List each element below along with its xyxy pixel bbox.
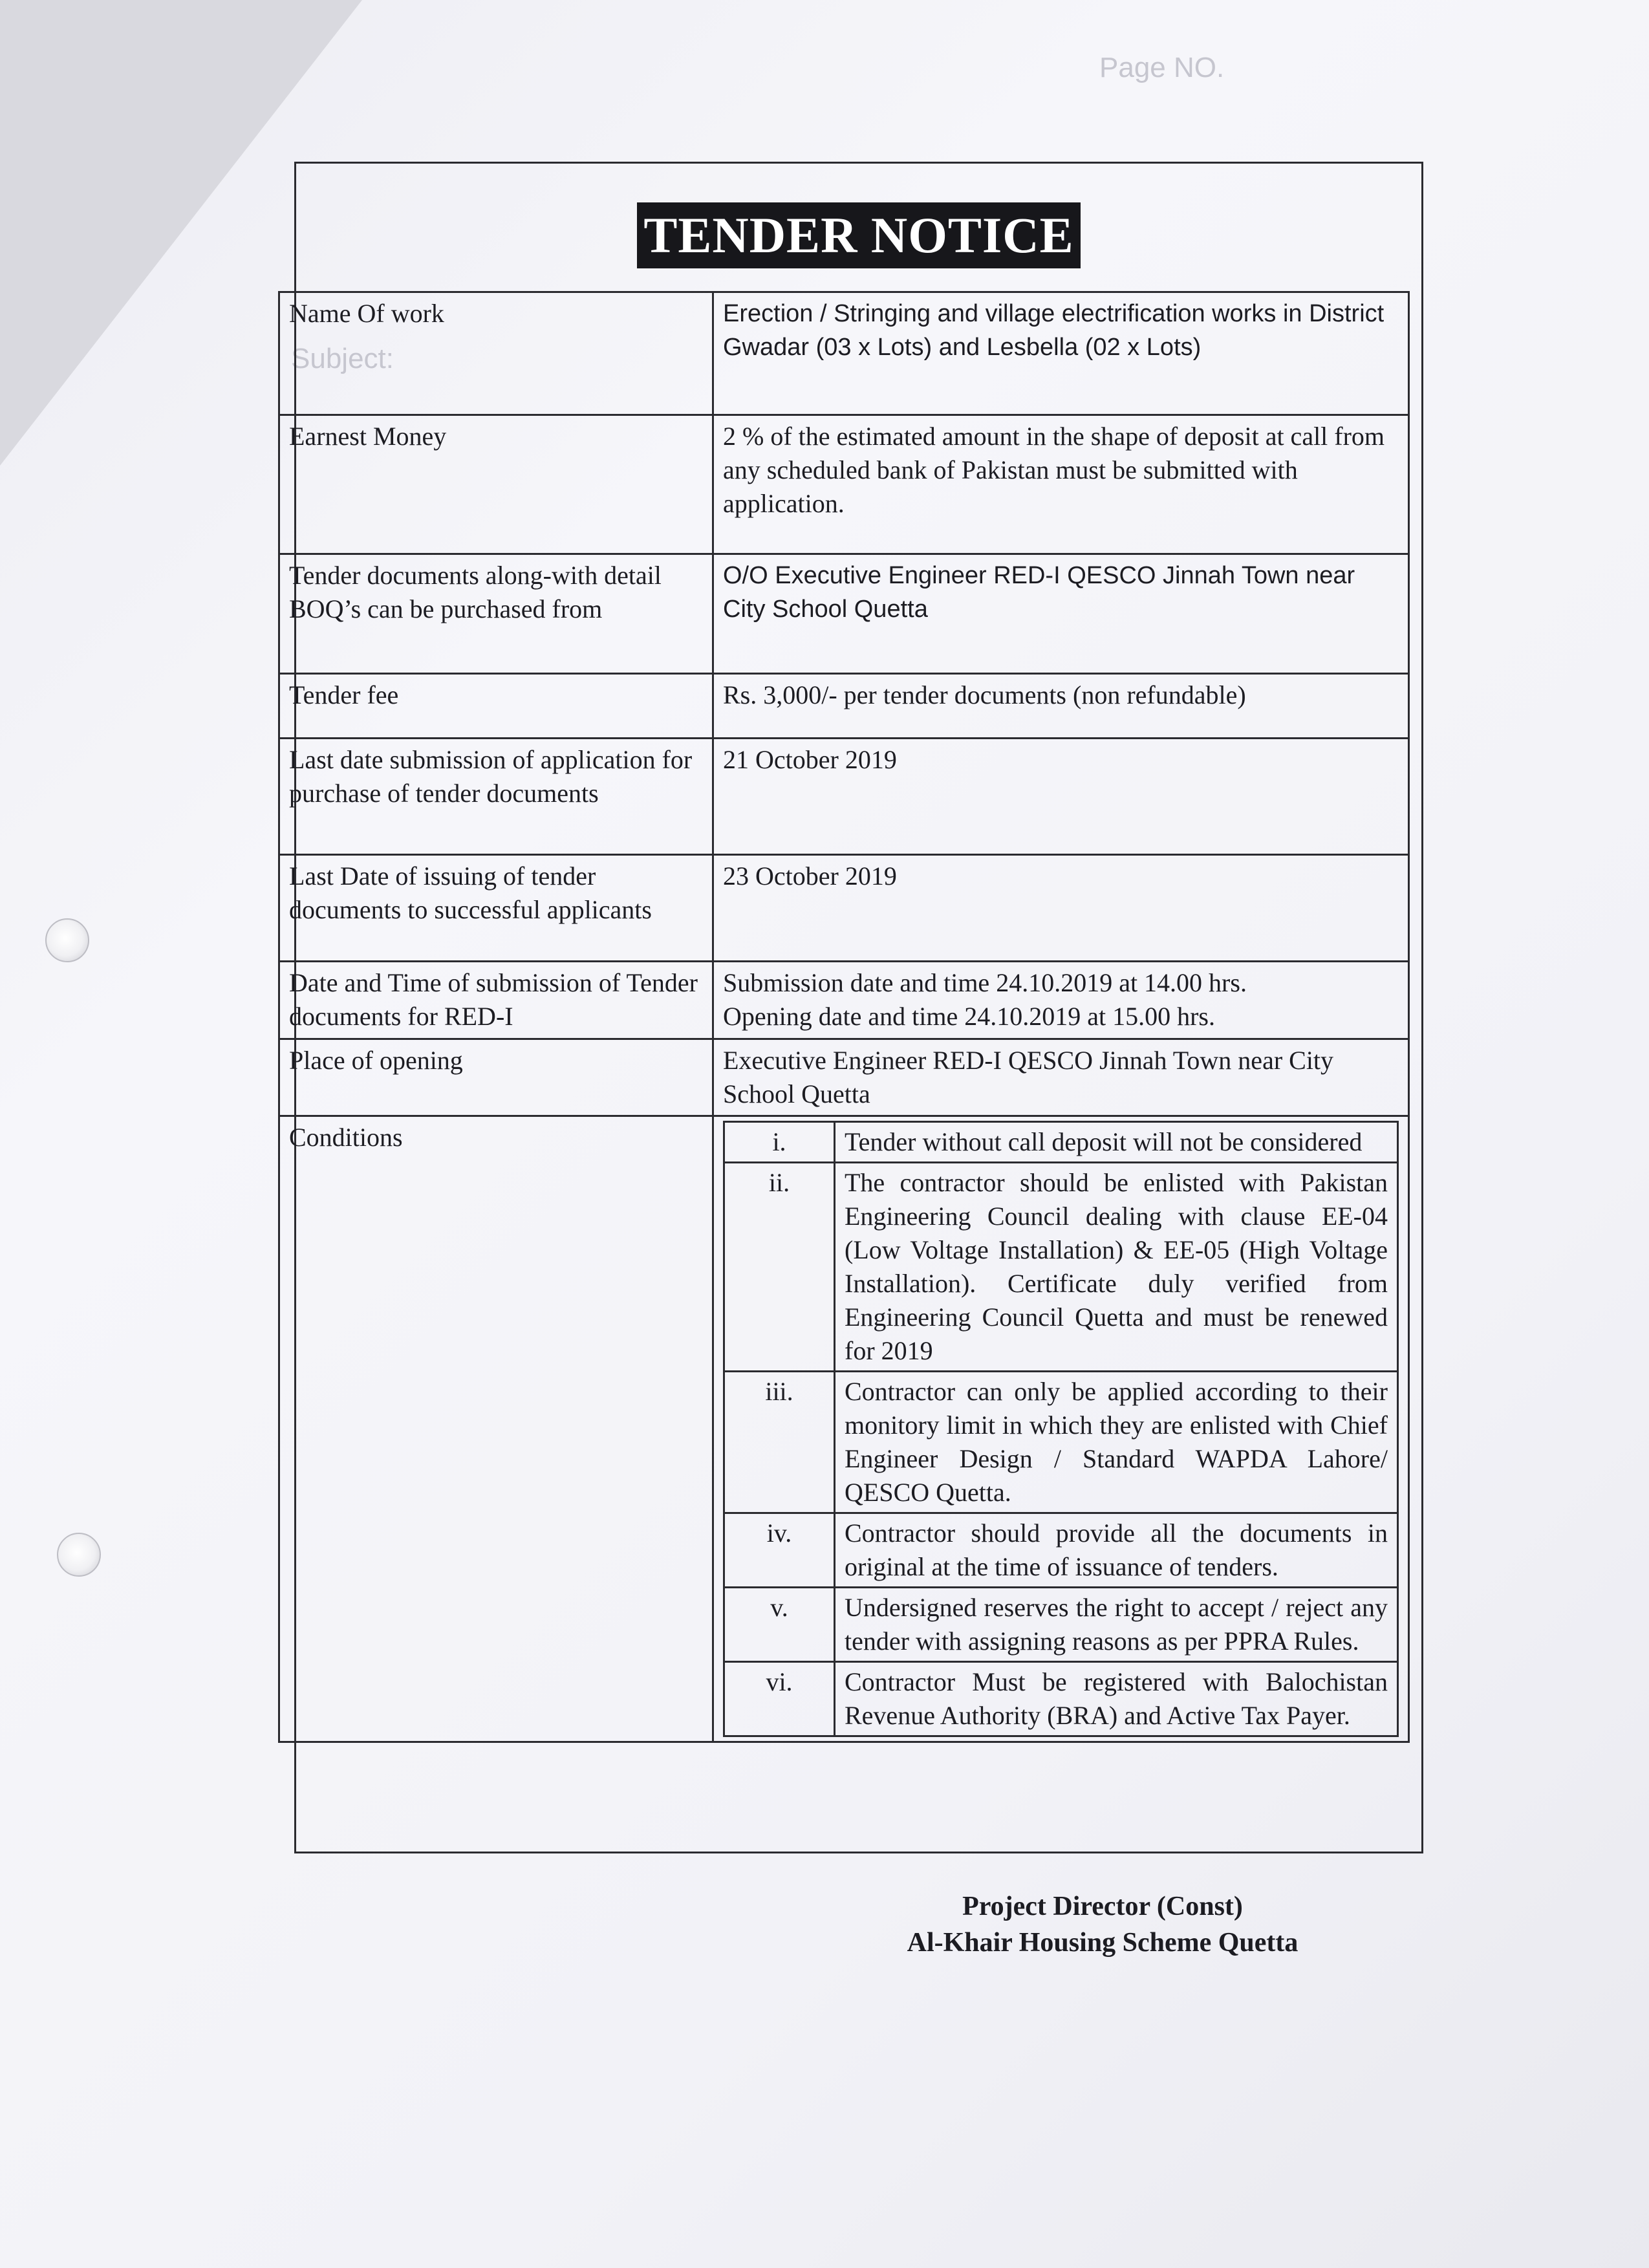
row-value xyxy=(713,962,1409,1039)
signatory-title: Project Director (Const) xyxy=(962,1892,1243,1921)
condition-item xyxy=(724,1122,1398,1163)
condition-item xyxy=(724,1513,1398,1588)
row-value: 23 October 2019 xyxy=(713,855,1409,962)
condition-item xyxy=(724,1662,1398,1736)
row-value: O/O Executive Engineer RED-I QESCO Jinnah Town near City School Quetta xyxy=(713,554,1409,674)
condition-number: iv. xyxy=(724,1513,835,1588)
signatory-organization: Al-Khair Housing Scheme Quetta xyxy=(907,1928,1299,1958)
table-row xyxy=(279,415,1409,554)
row-label: Tender documents along-with detail BOQ’s can be purchased from xyxy=(279,554,713,674)
row-label: Last date submission of application for purchase of tender documents xyxy=(279,739,713,855)
condition-text: Contractor should provide all the documents in original at the time of issuance of tenders. xyxy=(835,1513,1398,1588)
opening-time: Opening date and time 24.10.2019 at 15.00 hrs. xyxy=(723,1002,1215,1031)
condition-text: Contractor can only be applied according to their monitory limit in which they are enlisted with Chief Engineer Design / Standard WAPDA Lahore/ QESCO Quetta. xyxy=(835,1372,1398,1513)
row-label: Name Of work xyxy=(279,292,713,415)
condition-item xyxy=(724,1588,1398,1662)
bleedthrough-page-no: Page NO. xyxy=(1099,52,1225,83)
table-row xyxy=(279,674,1409,739)
table-row xyxy=(279,292,1409,415)
conditions-table xyxy=(723,1121,1399,1737)
table-row xyxy=(279,739,1409,855)
table-row xyxy=(279,1039,1409,1116)
row-label: Place of opening xyxy=(279,1039,713,1116)
punch-hole-bottom xyxy=(57,1533,101,1577)
submission-time: Submission date and time 24.10.2019 at 14.00 hrs. xyxy=(723,968,1247,997)
condition-number: vi. xyxy=(724,1662,835,1736)
condition-text: The contractor should be enlisted with Pakistan Engineering Council dealing with clause EE-04 (Low Voltage Installation) & EE-05 (High Voltage Installation). Certificate duly verified from Engineering Council Quetta and must be renewed for 2019 xyxy=(835,1163,1398,1372)
signature-block xyxy=(763,1888,1442,1961)
condition-text: Undersigned reserves the right to accept / reject any tender with assigning reasons as per PPRA Rules. xyxy=(835,1588,1398,1662)
condition-item xyxy=(724,1163,1398,1372)
table-row xyxy=(279,1116,1409,1742)
row-value: 2 % of the estimated amount in the shape of deposit at call from any scheduled bank of Pakistan must be submitted with application. xyxy=(713,415,1409,554)
tender-table xyxy=(278,291,1410,1743)
punch-hole-top xyxy=(45,918,89,962)
condition-text: Tender without call deposit will not be considered xyxy=(835,1122,1398,1163)
condition-text: Contractor Must be registered with Balochistan Revenue Authority (BRA) and Active Tax Payer. xyxy=(835,1662,1398,1736)
table-row xyxy=(279,855,1409,962)
row-label: Earnest Money xyxy=(279,415,713,554)
row-value: Erection / Stringing and village electrification works in District Gwadar (03 x Lots) and Lesbella (02 x Lots) xyxy=(713,292,1409,415)
row-label: Last Date of issuing of tender documents to successful applicants xyxy=(279,855,713,962)
conditions-cell xyxy=(713,1116,1409,1742)
bleedthrough-subject: Subject: xyxy=(291,343,394,374)
table-row xyxy=(279,554,1409,674)
condition-number: v. xyxy=(724,1588,835,1662)
condition-number: iii. xyxy=(724,1372,835,1513)
row-label: Tender fee xyxy=(279,674,713,739)
row-value: Rs. 3,000/- per tender documents (non refundable) xyxy=(713,674,1409,739)
table-row xyxy=(279,962,1409,1039)
condition-number: i. xyxy=(724,1122,835,1163)
condition-item xyxy=(724,1372,1398,1513)
notice-title: TENDER NOTICE xyxy=(637,202,1080,268)
row-value: Executive Engineer RED-I QESCO Jinnah Town near City School Quetta xyxy=(713,1039,1409,1116)
row-value: 21 October 2019 xyxy=(713,739,1409,855)
condition-number: ii. xyxy=(724,1163,835,1372)
conditions-label: Conditions xyxy=(279,1116,713,1742)
row-label: Date and Time of submission of Tender documents for RED-I xyxy=(279,962,713,1039)
